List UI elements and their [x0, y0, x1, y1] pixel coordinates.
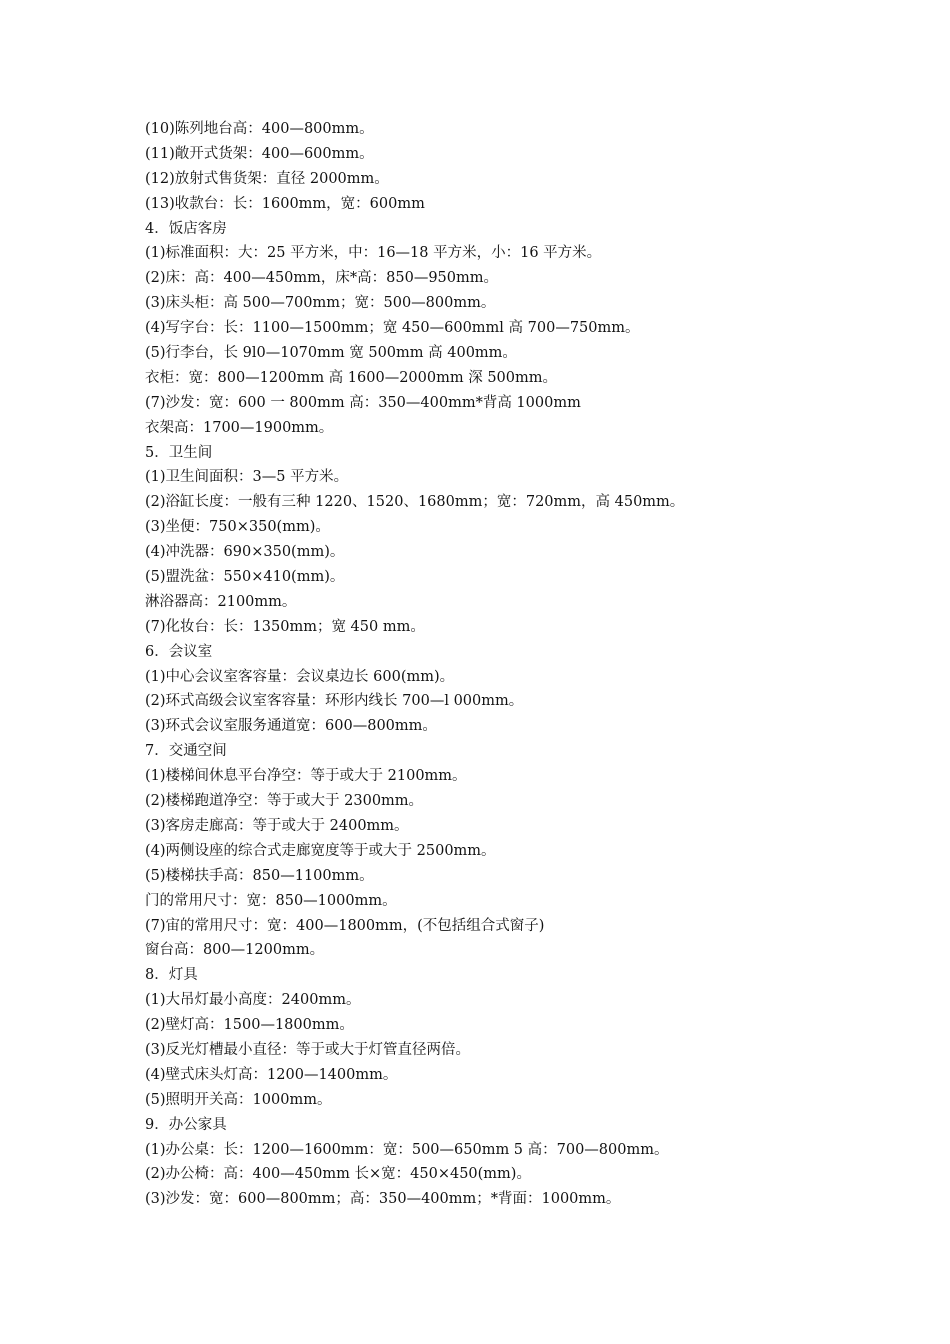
text-line: (2)壁灯高：1500—1800mm。: [145, 1017, 354, 1034]
section-heading: 9．办公家具: [145, 1116, 227, 1133]
text-line: (1)楼梯间休息平台净空：等于或大于 2100mm。: [145, 768, 467, 785]
text-line: (3)环式会议室服务通道宽：600—800mm。: [145, 718, 437, 735]
section-heading: 8．灯具: [145, 967, 198, 984]
text-line: (2)床：高：400—450mm，床*高：850—950mm。: [145, 270, 498, 287]
text-line: (1)中心会议室客容量：会议桌边长 600(mm)。: [145, 668, 455, 685]
text-line: (7)宙的常用尺寸：宽：400—1800mm，(不包括组合式窗子): [145, 917, 545, 934]
text-line: 淋浴器高：2100mm。: [145, 593, 297, 610]
text-line: (5)行李台，长 9l0—1070mm 宽 500mm 高 400mm。: [145, 345, 517, 362]
text-line: (4)壁式床头灯高：1200—1400mm。: [145, 1066, 398, 1083]
text-line: 门的常用尺寸：宽：850—1000mm。: [145, 892, 397, 909]
text-line: (2)楼梯跑道净空：等于或大于 2300mm。: [145, 793, 424, 810]
text-line: (3)坐便：750×350(mm)。: [145, 519, 330, 536]
text-line: (2)环式高级会议室客容量：环形内线长 700—l 000mm。: [145, 693, 524, 710]
text-line: (3)反光灯槽最小直径：等于或大于灯管直径两倍。: [145, 1041, 471, 1058]
text-line: (4)冲洗器：690×350(mm)。: [145, 544, 345, 561]
document-body: [145, 117, 905, 1212]
text-line: 衣柜：宽：800—1200mm 高 1600—2000mm 深 500mm。: [145, 369, 557, 386]
text-line: (10)陈列地台高：400—800mm。: [145, 121, 374, 137]
text-line: (4)写字台：长：1100—1500mm；宽 450—600mml 高 700—750mm。: [145, 320, 640, 337]
text-line: (12)放射式售货架：直径 2000mm。: [145, 170, 389, 187]
text-line: (2)浴缸长度：一般有三种 1220、1520、1680mm；宽：720mm，高 450mm。: [145, 494, 685, 511]
text-line: (3)床头柜：高 500—700mm；宽：500—800mm。: [145, 295, 496, 312]
text-line: 窗台高：800—1200mm。: [145, 942, 325, 959]
text-line: (11)敞开式货架：400—600mm。: [145, 145, 374, 162]
text-line: (3)客房走廊高：等于或大于 2400mm。: [145, 817, 409, 834]
text-line: (1)卫生间面积：3—5 平方米。: [145, 469, 349, 486]
text-line: (7)化妆台：长：1350mm；宽 450 mm。: [145, 618, 425, 635]
section-heading: 4．饭店客房: [145, 220, 227, 237]
text-line: (5)盟洗盆：550×410(mm)。: [145, 569, 345, 586]
text-line: (4)两侧设座的综合式走廊宽度等于或大于 2500mm。: [145, 842, 496, 859]
text-line: 衣架高：1700—1900mm。: [145, 419, 334, 436]
section-heading: 6．会议室: [145, 643, 213, 660]
text-line: (7)沙发：宽：600 一 800mm 高：350—400mm*背高 1000mm: [145, 394, 581, 411]
text-line: (1)标准面积：大：25 平方米，中：16—18 平方米，小：16 平方米。: [145, 245, 602, 262]
text-line: (1)大吊灯最小高度：2400mm。: [145, 992, 361, 1009]
section-heading: 5．卫生间: [145, 444, 213, 461]
text-line: (13)收款台：长：1600mm，宽：600mm: [145, 195, 425, 212]
text-line: (1)办公桌：长：1200—1600mm：宽：500—650mm 5 高：700—800mm。: [145, 1141, 669, 1158]
text-line: (5)楼梯扶手高：850—1100mm。: [145, 867, 374, 884]
text-line: (3)沙发：宽：600—800mm；高：350—400mm；*背面：1000mm。: [145, 1191, 621, 1208]
section-heading: 7．交通空间: [145, 743, 227, 760]
text-line: (2)办公椅：高：400—450mm 长×宽：450×450(mm)。: [145, 1166, 531, 1183]
text-line: (5)照明开关高：1000mm。: [145, 1091, 332, 1108]
